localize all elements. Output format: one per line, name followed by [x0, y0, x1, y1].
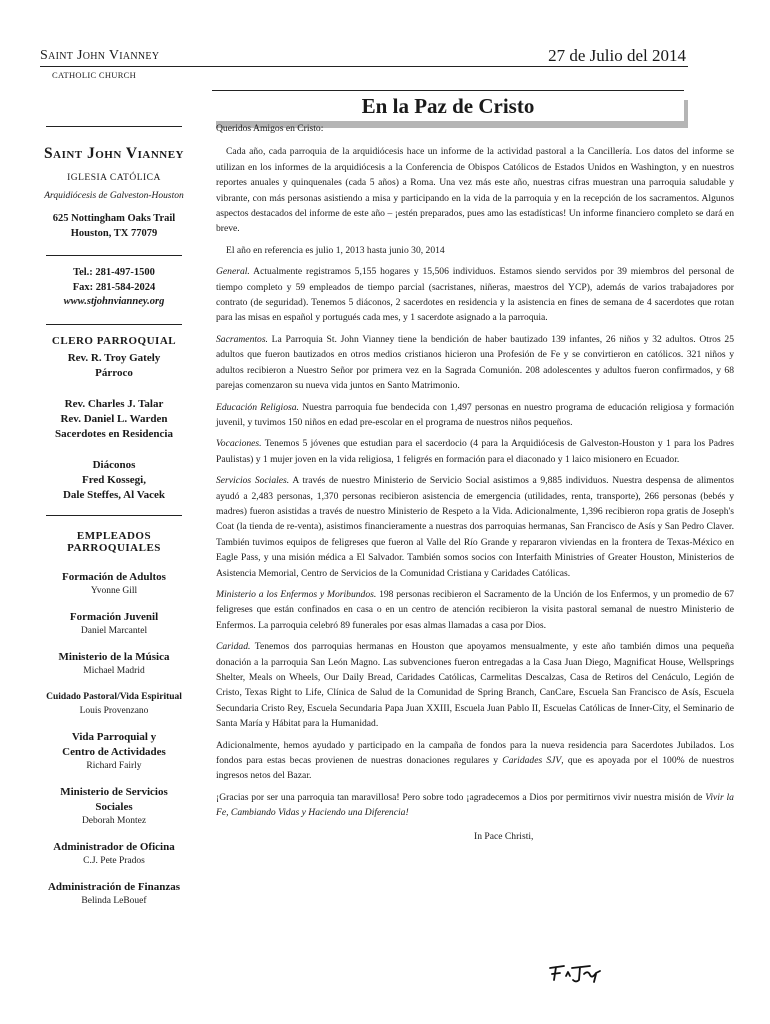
phone: Tel.: 281-497-1500 [73, 267, 155, 278]
staff-role: Formación de Adultos [62, 570, 166, 583]
staff-role: Centro de Actividades [62, 745, 166, 758]
staff-person: Daniel Marcantel [80, 625, 148, 636]
priest-name: Rev. Daniel L. Warden [60, 412, 168, 425]
paragraph-italic: Caridades SJV [502, 755, 562, 767]
paragraph-text: Nuestra parroquia fue bendecida con 1,497 personas en nuestro programa de educación religiosa y formación juvenil, y tuvimos 150 niños en edad pre-escolar en el programa de nuestros niños pequeños. [216, 401, 734, 428]
sidebar-rule [46, 324, 182, 325]
header-date: 27 de Julio del 2014 [548, 46, 686, 65]
letter-paragraph: El año en referencia es julio 1, 2013 hasta junio 30, 2014 [226, 244, 445, 256]
letter-greeting: Queridos Amigos en Cristo: [216, 123, 324, 134]
priests-role: Sacerdotes en Residencia [55, 427, 173, 440]
address-line1: 625 Nottingham Oaks Trail [52, 213, 176, 224]
staff-person: Belinda LeBouef [81, 895, 147, 906]
priest-name: Rev. Charles J. Talar [64, 397, 164, 410]
staff-title: EMPLEADOS [76, 529, 152, 542]
address-line2: Houston, TX 77079 [70, 228, 158, 239]
letter-paragraph-vocaciones [216, 436, 734, 467]
staff-title: PARROQUIALES [67, 541, 161, 554]
staff-role: Formación Juvenil [69, 610, 159, 623]
paragraph-label: General. [216, 266, 250, 278]
header-church-subtitle: CATHOLIC CHURCH [52, 70, 137, 80]
paragraph-label: Servicios Sociales. [216, 475, 290, 487]
paragraph-text: ¡Gracias por ser una parroquia tan maravillosa! Pero sobre todo ¡agradecemos a Dios por permitirnos vivir nuestra misión de [216, 791, 706, 803]
clergy-title: CLERO PARROQUIAL [51, 334, 177, 347]
letter-paragraph-ministerio [216, 587, 734, 633]
letter-paragraph-sacramentos [216, 332, 734, 394]
letter-paragraph-general [216, 264, 734, 326]
paragraph-text: Adicionalmente, hemos ayudado y participado en la campaña de fondos para la nueva residencia para Sacerdotes Jubilados. Los fondos para estas becas provienen de nuestras donaciones regulares y [216, 739, 734, 767]
staff-role: Ministerio de Servicios [60, 785, 168, 798]
banner-title: En la Paz de Cristo [212, 90, 684, 121]
paragraph-label: Educación Religiosa. [216, 401, 299, 413]
paragraph-text: A través de nuestro Ministerio de Servicio Social asistimos a 9,885 individuos. Nuestra despensa de alimentos ayudó a 2,483 personas, 1,370 personas recibieron asistencia de emergencia (utilidades, renta, transporte), 266 personas (bebés y madres) fueron asistidas a través de nuestro Ministerio de Respeto a la Vida. Adicionalmente, 1,396 recibieron ropa gratis de Joseph's Coat (la tienda de re-venta), asistimos financieramente a nuestras dos parroquias hermanas, San Francisco de Asís y San Pedro Claver. También tuvimos equipos de feligreses que fueron al Valle del Río Grande y repararon viviendas en la frontera de Texas-México en Eagle Pass, y una misión médica a El Salvador. También somos socios con Interfaith Ministries of Greater Houston, Ministerios de Asistencia Memorial, Centro de Servicios de la Comunidad Cristiana y Caridades Católicas. [216, 475, 734, 579]
paragraph-italic: Vivir la Fe, Cambiando Vidas y Haciendo una Diferencia! [216, 791, 734, 819]
paragraph-label: Vocaciones. [216, 438, 262, 450]
signature-image [546, 962, 606, 984]
staff-role: Sociales [95, 800, 133, 813]
deacons-title: Diáconos [92, 458, 136, 471]
pastor-name: Rev. R. Troy Gately [67, 351, 161, 364]
paragraph-text: Actualmente registramos 5,155 hogares y 15,506 individuos. Estamos siendo servidos por 39 miembros del personal de tiempo completo y 59 empleados de tiempo parcial (sacristanes, niñeras, maestros del YCP), además de varios trabajadores por contrato (de seguridad). Tenemos 5 diáconos, 2 sacerdotes en residencia y la asistencia en fines de semana de 4 sacerdotes que rotan para las misas en español y portugués cada mes, y 1 sacerdote asignado a la parroquia. [216, 266, 734, 324]
header-church-name: Saint John Vianney [40, 48, 160, 63]
paragraph-text: , que es apoyada por el 100% de nuestros ingresos netos del Bazar. [216, 755, 734, 782]
letter-paragraph-educacion [216, 400, 734, 431]
paragraph-label: Sacramentos. [216, 333, 268, 345]
sidebar-archdiocese: Arquidiócesis de Galveston-Houston [44, 191, 184, 201]
staff-person: Louis Provenzano [79, 705, 149, 716]
staff-person: Richard Fairly [86, 760, 142, 771]
letter-paragraph-adicional [216, 738, 734, 784]
paragraph-text: 198 personas recibieron el Sacramento de la Unción de los Enfermos, y un promedio de 67 feligreses que están confinados en casa o en un centro de atención recibieron la visita pastoral semanal de nuestro Ministerio de Enfermos. La parroquia celebró 89 funerales por esas almas llamadas a casa por Dios. [216, 588, 735, 631]
staff-role: Vida Parroquial y [71, 730, 157, 743]
staff-person: Yvonne Gill [90, 585, 138, 596]
pastor-role: Párroco [95, 366, 133, 379]
sidebar-address [36, 211, 192, 241]
staff-role: Ministerio de la Música [58, 650, 170, 663]
staff-role: Cuidado Pastoral/Vida Espiritual [46, 691, 182, 702]
deacon-name: Fred Kossegi, [82, 473, 146, 486]
letter-closing: In Pace Christi, [474, 830, 534, 842]
paragraph-text: Tenemos dos parroquias hermanas en Houston que apoyamos mensualmente, y este año también dimos una pequeña donación a la parroquia San León Magno. Las subvenciones fueron entregadas a la Casa Juan Diego, Magnificat House, Wellsprings Shelter, Meals on Wheels, Our Daily Bread, Caridades Católicas, Carmelitas Descalzas, Casa de Retiros del Cenáculo, Legión de Cristo, Texas Right to Life, Clínica de Salud de la Comunidad de Spring Branch, CanCare, Escuela San Francisco de Asís, Escuela Secundaria Cristo Rey, Escuela Secundaria Papa Juan XXIII, Escuela Juan Pablo II, Escuelas Católicas de Inner-City, el Seminario de Santa María y Hábitat para la Humanidad. [216, 641, 734, 730]
staff-person: Deborah Montez [81, 815, 147, 826]
paragraph-text: La Parroquia St. John Vianney tiene la bendición de haber bautizado 139 infantes, 26 niños y 32 adultos. Otros 25 adultos que fueron bautizados en otros medios cristianos hicieron una Profesión de Fe y se convirtieron en católicos. 321 niños y adultos recibieron a Nuestro Señor por primera vez en la Sagrada Comunión. 208 adolescentes y adultos fueron confirmados, y 68 parejas comenzaron su nueva vida juntos en Santo Matrimonio. [216, 333, 734, 392]
paragraph-label: Ministerio a los Enfermos y Moribundos. [216, 588, 377, 600]
sidebar-iglesia: IGLESIA CATÓLICA [67, 173, 161, 183]
staff-person: Michael Madrid [83, 665, 145, 676]
letter-paragraph: Cada año, cada parroquia de la arquidiócesis hace un informe de la actividad pastoral a la Cancillería. Los datos del informe se utilizan en los informes de la arquidiócesis a la Conferencia de Obispos Católicos de Estados Unidos en Washington, y en nuestros reportes anuales y quinquenales (cada 5 años) a Roma. Una vez más este año, nuestras cifras muestran una parroquia saludable y vibrante, con más personas asistiendo a misa y participando en la vida de la parroquia y en la recepción de los sacramentos. Algunos aspectos destacados del informe de este año – ¡estén preparados, pues amo las estadísticas! Un informe financiero completo se dará en breve. [216, 146, 734, 235]
website-link[interactable]: www.stjohnvianney.org [63, 296, 165, 307]
paragraph-label: Caridad. [216, 641, 251, 653]
sidebar [36, 126, 192, 908]
sidebar-rule [46, 255, 182, 256]
staff-role: Administrador de Oficina [53, 840, 175, 853]
sidebar-church-name: Saint John Vianney [44, 145, 184, 162]
fax: Fax: 281-584-2024 [72, 281, 156, 293]
header-rule [40, 66, 688, 67]
sidebar-rule [46, 515, 182, 516]
paragraph-text: Tenemos 5 jóvenes que estudian para el sacerdocio (4 para la Arquidiócesis de Galveston-Houston y 1 para los Padres Paulistas) y 1 mujer joven en la vida religiosa, 1 feligrés en formación para el diaconado y 1 laico misionero en Ecuador. [216, 438, 734, 465]
letter-paragraph-gracias [216, 790, 734, 821]
letter-body [216, 121, 734, 844]
letter-paragraph-caridad [216, 639, 734, 731]
sidebar-top-rule [46, 126, 182, 127]
letter-paragraph-servicios [216, 473, 734, 581]
staff-person: C.J. Pete Prados [83, 855, 145, 866]
staff-role: Administración de Finanzas [47, 880, 180, 893]
deacon-name: Dale Steffes, Al Vacek [62, 488, 166, 501]
sidebar-contact [36, 266, 192, 310]
